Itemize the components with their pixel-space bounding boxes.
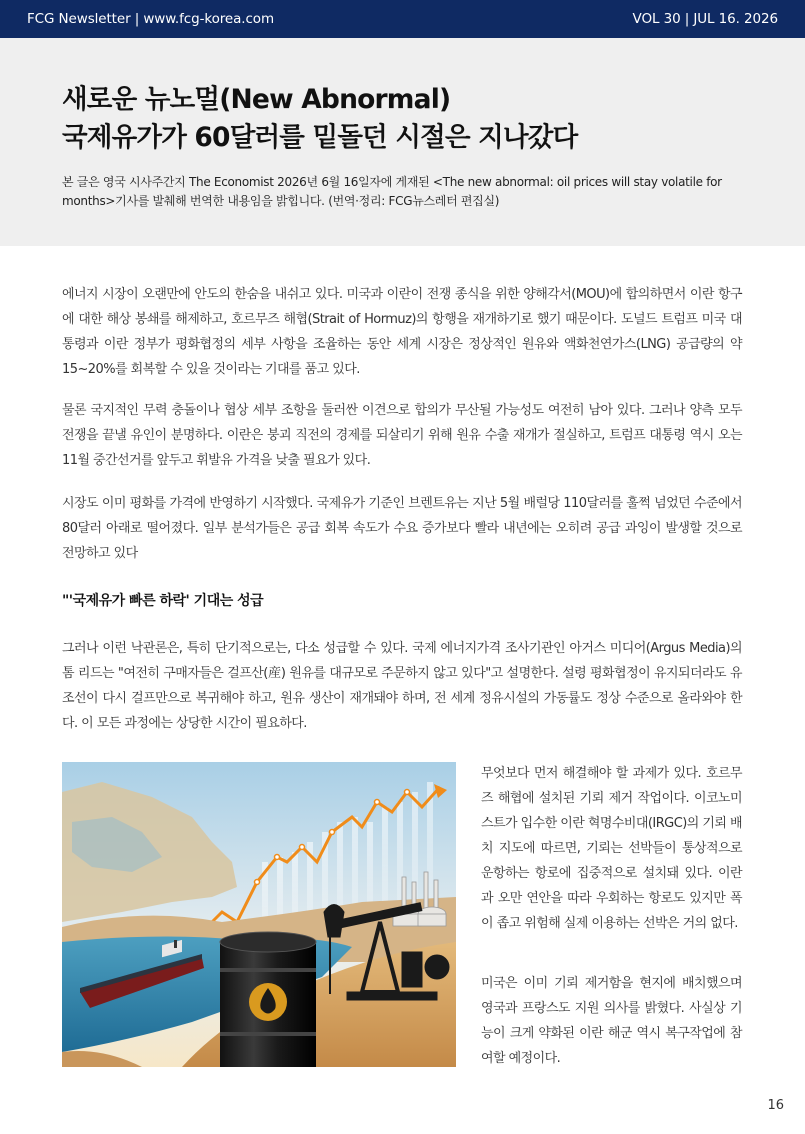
article-subtitle: 본 글은 영국 시사주간지 The Economist 2026년 6월 16일자에 게재된 <The new abnormal: oil prices will stay volatile for months>기사를 발췌해 번역한 내용임을 밝힙니다. (번역·정리: FCG뉴스레터 편집실) (62, 175, 722, 208)
body-paragraph-3: 시장도 이미 평화를 가격에 반영하기 시작했다. 국제유가 기준인 브렌트유는 지난 5월 배럴당 110달러를 훌쩍 넘었던 수준에서 80달러 아래로 떨어졌다. 일부 분석가들은 공급 회복 속도가 수요 증가보다 빨라 내년에는 오히려 공급 과잉이 발생할 것으로 전망하고 있다 (62, 496, 742, 561)
page-number: 16 (767, 1098, 784, 1113)
oil-market-illustration (62, 762, 456, 1067)
body-paragraph-1: 에너지 시장이 오랜만에 안도의 한숨을 내쉬고 있다. 미국과 이란이 전쟁 종식을 위한 양해각서(MOU)에 합의하면서 이란 항구에 대한 해상 봉쇄를 해제하고, 호르무즈 해협(Strait of Hormuz)의 항행을 재개하기로 했기 때문이다. 도널드 트럼프 미국 대통령과 이란 정부가 평화협정의 세부 사항을 조율하는 동안 세계 시장은 정상적인 원유와 액화천연가스(LNG) 공급량의 약 15~20%를 회복할 수 있을 것이라는 기대를 품고 있다. (62, 287, 742, 377)
side-paragraph-1: 무엇보다 먼저 해결해야 할 과제가 있다. 호르무즈 해협에 설치된 기뢰 제거 작업이다. 이코노미스트가 입수한 이란 혁명수비대(IRGC)의 기뢰 배치 지도에 따르면, 기뢰는 선박들이 통상적으로 운항하는 항로에 집중적으로 설치돼 있다. 이란과 오만 연안을 따라 우회하는 항로도 있지만 폭이 좁고 위험해 실제 이용하는 선박은 거의 없다. (481, 766, 742, 931)
body-paragraph-2: 물론 국지적인 무력 충돌이나 협상 세부 조항을 둘러싼 이견으로 합의가 무산될 가능성도 여전히 남아 있다. 그러나 양측 모두 전쟁을 끝낼 유인이 분명하다. 이란은 붕괴 직전의 경제를 되살리기 위해 원유 수출 재개가 절실하고, 트럼프 대통령 역시 오는 11월 중간선거를 앞두고 휘발유 가격을 낮출 필요가 있다. (62, 403, 742, 468)
newsletter-header-bar (0, 0, 805, 38)
section-heading: "'국제유가 빠른 하락' 기대는 성급 (62, 593, 264, 609)
body-paragraph-4: 그러나 이런 낙관론은, 특히 단기적으로는, 다소 성급할 수 있다. 국제 에너지가격 조사기관인 아거스 미디어(Argus Media)의 톰 리드는 "여전히 구매자들은 걸프산(産) 원유를 대규모로 주문하지 않고 있다"고 설명한다. 설령 평화협정이 유지되더라도 유조선이 다시 걸프만으로 복귀해야 하고, 원유 생산이 재개돼야 하며, 전 세계 정유시설의 가동률도 정상 수준으로 올라와야 한다. 이 모든 과정에는 상당한 시간이 필요하다. (62, 641, 742, 731)
article-title (62, 81, 762, 157)
title-line-1: 새로운 뉴노멀(New Abnormal) (62, 84, 451, 115)
oil-barrel (220, 932, 316, 1067)
newsletter-site-label: FCG Newsletter | www.fcg-korea.com (27, 11, 274, 27)
side-paragraph-2: 미국은 이미 기뢰 제거함을 현지에 배치했으며 영국과 프랑스도 지원 의사를 밝혔다. 사실상 기능이 크게 약화된 이란 해군 역시 복구작업에 참여할 예정이다. (481, 976, 742, 1066)
title-line-2: 국제유가가 60달러를 밑돌던 시절은 지나갔다 (62, 122, 578, 153)
issue-date-label: VOL 30 | JUL 16. 2026 (632, 11, 778, 27)
